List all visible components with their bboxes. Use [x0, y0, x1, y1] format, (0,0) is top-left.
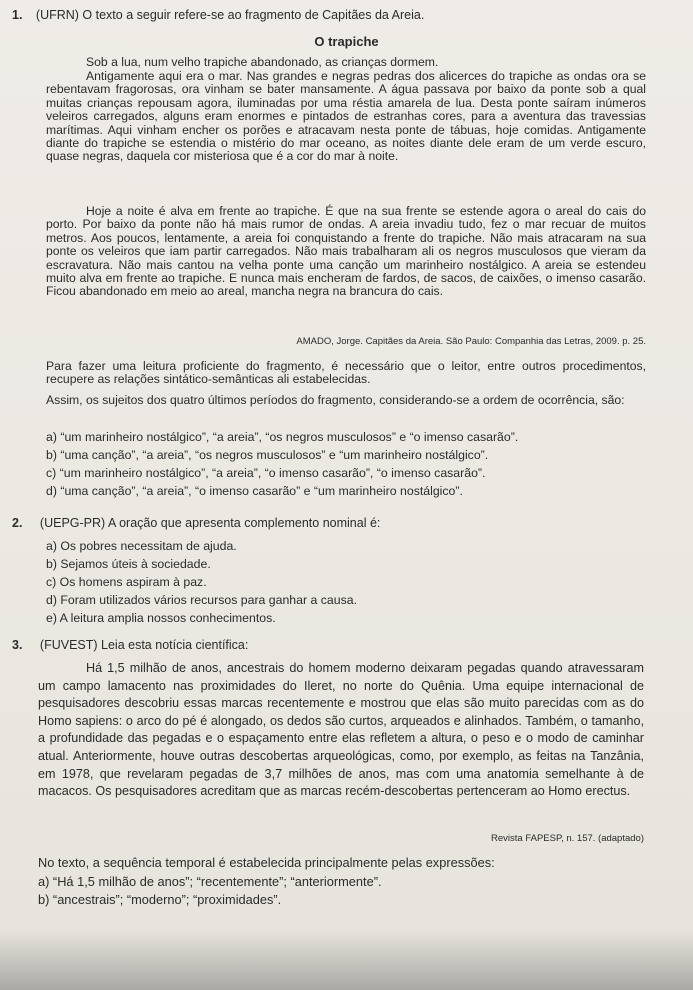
question-3-option-a[interactable]: a) “Há 1,5 milhão de anos”; “recentemente”; “anteriormente”.: [38, 874, 382, 889]
question-2-option-a[interactable]: a) Os pobres necessitam de ajuda.: [46, 539, 237, 553]
question-2-option-e[interactable]: e) A leitura amplia nossos conhecimentos.: [46, 611, 276, 625]
question-1-prompt: (UFRN) O texto a seguir refere-se ao fragmento de Capitães da Areia.: [35, 8, 425, 22]
question-3-header: [12, 638, 682, 653]
question-2-option-c[interactable]: c) Os homens aspiram à paz.: [46, 575, 207, 589]
passage-paragraph-3: Hoje a noite é alva em frente ao trapiche. É que na sua frente se estende agora o areal do cais do porto. Por baixo da ponte não há mais rumor de ondas. A areia invadiu tudo, fez o mar recuar de muitos metros. Aos poucos, lentamente, a areia foi conquistando a frente do trapiche. Não mais atracaram na sua ponte os veleiros que iam partir carregados. Não mais trabalharam ali os negros musculosos que vieram da escravatura. Não mais cantou na velha ponte uma canção um marinheiro nostálgico. A areia se estendeu muito alva em frente ao trapiche. E nunca mais encheram de fardos, de sacos, de caixões, o imenso casarão. Ficou abandonado em meio ao areal, mancha negra na brancura do cais.: [46, 204, 646, 299]
question-1-number: 1.: [12, 8, 23, 22]
page-bottom-shadow: [0, 930, 693, 990]
question-3-number: 3.: [12, 638, 23, 652]
question-2-header: [12, 516, 682, 531]
question-3-option-b[interactable]: b) “ancestrais”; “moderno”; “proximidades”.: [38, 892, 282, 907]
question-1-option-d[interactable]: d) “uma canção”, “a areia”, “o imenso casarão” e “um marinheiro nostálgico”.: [46, 484, 463, 498]
question-1-question: Assim, os sujeitos dos quatro últimos períodos do fragmento, considerando-se a ordem de ocorrência, são:: [46, 393, 625, 407]
question-2-prompt: (UEPG-PR) A oração que apresenta complemento nominal é:: [39, 516, 381, 530]
passage-source: AMADO, Jorge. Capitães da Areia. São Paulo: Companhia das Letras, 2009. p. 25.: [296, 336, 646, 347]
question-1-header: [12, 8, 682, 23]
question-2-number: 2.: [12, 516, 23, 530]
question-1-option-b[interactable]: b) “uma canção”, “a areia”, “os negros musculosos” e “um marinheiro nostálgico”.: [46, 448, 489, 462]
passage-title: O trapiche: [314, 34, 379, 49]
news-text: Há 1,5 milhão de anos, ancestrais do homem moderno deixaram pegadas quando atravessaram um campo lamacento nas proximidades do Ileret, no norte do Quênia. Uma equipe internacional de pesquisadores descobriu essas marcas recentemente e mostrou que elas são muito parecidas com as do Homo sapiens: o arco do pé é alongado, os dedos são curtos, arqueados e alinhados. Também, o tamanho, a profundidade das pegadas e o espaçamento entre elas refletem a altura, o peso e o modo de caminhar atual. Anteriormente, houve outras descobertas arqueológicas, como, por exemplo, as feitas na Tanzânia, em 1978, que revelaram pegadas de 3,7 milhões de anos, mas com uma anatomia semelhante à de macacos. Os pesquisadores acreditam que as marcas recém-descobertas pertenceram ao Homo erectus.: [38, 661, 644, 799]
passage-paragraph-1: Sob a lua, num velho trapiche abandonado, as crianças dormem.: [86, 55, 439, 69]
question-1-instruction: Para fazer uma leitura proficiente do fragmento, é necessário que o leitor, entre outros procedimentos, recupere as relações sintático-semânticas ali estabelecidas.: [46, 359, 646, 387]
question-1-option-c[interactable]: c) “um marinheiro nostálgico”, “a areia”, “o imenso casarão”, “o imenso casarão”.: [46, 466, 486, 480]
question-3-question: No texto, a sequência temporal é estabelecida principalmente pelas expressões:: [38, 855, 495, 870]
question-2-option-b[interactable]: b) Sejamos úteis à sociedade.: [46, 557, 211, 571]
news-source: Revista FAPESP, n. 157. (adaptado): [491, 833, 644, 844]
question-2-option-d[interactable]: d) Foram utilizados vários recursos para ganhar a causa.: [46, 593, 357, 607]
passage-paragraph-2: Antigamente aqui era o mar. Nas grandes e negras pedras dos alicerces do trapiche as ondas ora se rebentavam fragorosas, ora vinham se bater mansamente. A água passava por baixo da ponte sob a qual muitas crianças repousam agora, iluminadas por uma réstia amarela de lua. Desta ponte saíram inúmeros veleiros carregados, alguns eram enormes e pintados de estranhas cores, para a aventura das travessias marítimas. Aqui vinham encher os porões e atracavam nesta ponte de tábuas, hoje comidas. Antigamente diante do trapiche se estendia o mistério do mar oceano, as noites diante dele eram de um verde escuro, quase negras, daquela cor misteriosa que é a cor do mar à noite.: [46, 69, 646, 164]
question-3-prompt: (FUVEST) Leia esta notícia científica:: [39, 638, 249, 652]
question-1-option-a[interactable]: a) “um marinheiro nostálgico”, “a areia”, “os negros musculosos” e “o imenso casarão”.: [46, 430, 519, 444]
